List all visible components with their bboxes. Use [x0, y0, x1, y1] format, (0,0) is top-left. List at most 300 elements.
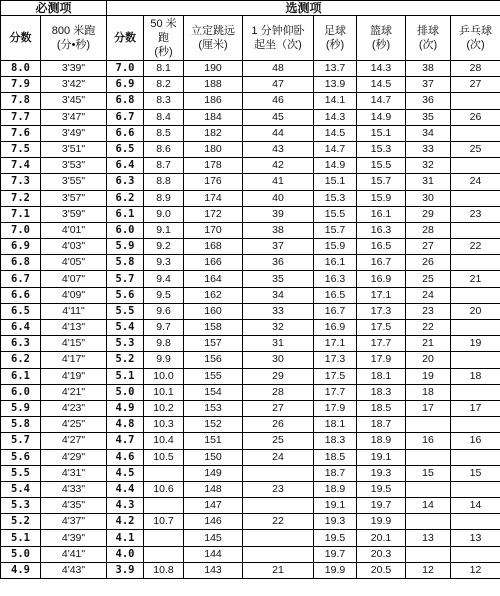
cell-score1: 5.0: [1, 546, 41, 562]
cell-800m-time: 4'31": [41, 465, 107, 481]
cell-situp-count: 32: [243, 320, 314, 336]
cell-jump-distance: 146: [184, 514, 243, 530]
cell-800m-time: 3'42": [41, 77, 107, 93]
cell-basketball-time: 17.5: [357, 320, 406, 336]
cell-score1: 7.2: [1, 190, 41, 206]
cell-football-time: 14.1: [314, 93, 357, 109]
cell-basketball-time: 19.5: [357, 481, 406, 497]
cell-score1: 7.8: [1, 93, 41, 109]
cell-800m-time: 4'05": [41, 255, 107, 271]
cell-football-time: 15.7: [314, 222, 357, 238]
cell-800m-time: 4'33": [41, 481, 107, 497]
cell-jump-distance: 162: [184, 287, 243, 303]
cell-jump-distance: 184: [184, 109, 243, 125]
table-row: [1, 481, 500, 497]
table-body: [1, 61, 500, 579]
cell-volleyball-count: 38: [406, 61, 451, 77]
cell-50m-time: 9.8: [144, 336, 184, 352]
cell-pingpong-count: 25: [451, 141, 500, 157]
cell-volleyball-count: 32: [406, 158, 451, 174]
table-row: [1, 352, 500, 368]
cell-50m-time: 10.8: [144, 562, 184, 578]
cell-800m-time: 3'47": [41, 109, 107, 125]
cell-score1: 7.0: [1, 222, 41, 238]
cell-jump-distance: 148: [184, 481, 243, 497]
cell-situp-count: 21: [243, 562, 314, 578]
table-row: [1, 174, 500, 190]
cell-situp-count: 41: [243, 174, 314, 190]
cell-jump-distance: 170: [184, 222, 243, 238]
cell-volleyball-count: [406, 546, 451, 562]
column-header-row: [1, 16, 500, 61]
cell-volleyball-count: 34: [406, 125, 451, 141]
cell-jump-distance: 164: [184, 271, 243, 287]
cell-pingpong-count: 12: [451, 562, 500, 578]
cell-score1: 6.2: [1, 352, 41, 368]
cell-score2: 6.0: [107, 222, 144, 238]
cell-score1: 5.3: [1, 498, 41, 514]
table-row: [1, 222, 500, 238]
table-row: [1, 61, 500, 77]
cell-situp-count: 26: [243, 417, 314, 433]
cell-pingpong-count: [451, 125, 500, 141]
cell-50m-time: 8.2: [144, 77, 184, 93]
cell-jump-distance: 168: [184, 239, 243, 255]
cell-score1: 5.5: [1, 465, 41, 481]
cell-basketball-time: 18.9: [357, 433, 406, 449]
cell-jump-distance: 190: [184, 61, 243, 77]
cell-50m-time: 8.7: [144, 158, 184, 174]
cell-800m-time: 4'03": [41, 239, 107, 255]
cell-800m-time: 4'13": [41, 320, 107, 336]
cell-football-time: 17.9: [314, 400, 357, 416]
cell-score1: 5.2: [1, 514, 41, 530]
cell-football-time: 17.7: [314, 384, 357, 400]
cell-score1: 6.8: [1, 255, 41, 271]
cell-jump-distance: 143: [184, 562, 243, 578]
cell-score2: 5.6: [107, 287, 144, 303]
table-row: [1, 384, 500, 400]
cell-800m-time: 4'35": [41, 498, 107, 514]
cell-pingpong-count: [451, 287, 500, 303]
cell-basketball-time: 19.1: [357, 449, 406, 465]
cell-800m-time: 3'55": [41, 174, 107, 190]
cell-score2: 4.1: [107, 530, 144, 546]
cell-50m-time: 8.4: [144, 109, 184, 125]
cell-football-time: 18.3: [314, 433, 357, 449]
cell-pingpong-count: [451, 417, 500, 433]
cell-jump-distance: 147: [184, 498, 243, 514]
table-row: [1, 239, 500, 255]
cell-football-time: 19.5: [314, 530, 357, 546]
cell-basketball-time: 14.5: [357, 77, 406, 93]
cell-50m-time: 9.9: [144, 352, 184, 368]
cell-situp-count: 47: [243, 77, 314, 93]
cell-score2: 6.9: [107, 77, 144, 93]
cell-score2: 7.0: [107, 61, 144, 77]
cell-football-time: 19.9: [314, 562, 357, 578]
cell-score1: 7.3: [1, 174, 41, 190]
cell-volleyball-count: 22: [406, 320, 451, 336]
col-800m-header: 800 米跑 (分•秒): [41, 16, 107, 61]
cell-situp-count: 44: [243, 125, 314, 141]
cell-pingpong-count: [451, 222, 500, 238]
cell-volleyball-count: 37: [406, 77, 451, 93]
cell-jump-distance: 156: [184, 352, 243, 368]
cell-basketball-time: 19.9: [357, 514, 406, 530]
table-row: [1, 336, 500, 352]
cell-800m-time: 4'23": [41, 400, 107, 416]
cell-pingpong-count: 16: [451, 433, 500, 449]
cell-800m-time: 3'59": [41, 206, 107, 222]
cell-volleyball-count: 16: [406, 433, 451, 449]
cell-volleyball-count: 15: [406, 465, 451, 481]
cell-basketball-time: 18.5: [357, 400, 406, 416]
cell-basketball-time: 15.9: [357, 190, 406, 206]
cell-volleyball-count: 36: [406, 93, 451, 109]
table-row: [1, 77, 500, 93]
cell-score1: 6.5: [1, 303, 41, 319]
cell-50m-time: 8.5: [144, 125, 184, 141]
cell-800m-time: 4'17": [41, 352, 107, 368]
cell-50m-time: 10.5: [144, 449, 184, 465]
cell-score2: 6.1: [107, 206, 144, 222]
cell-score2: 5.9: [107, 239, 144, 255]
table-row: [1, 190, 500, 206]
cell-basketball-time: 20.1: [357, 530, 406, 546]
table-row: [1, 303, 500, 319]
cell-basketball-time: 20.3: [357, 546, 406, 562]
cell-800m-time: 4'29": [41, 449, 107, 465]
cell-situp-count: 23: [243, 481, 314, 497]
table-row: [1, 498, 500, 514]
cell-football-time: 15.3: [314, 190, 357, 206]
cell-800m-time: 4'11": [41, 303, 107, 319]
cell-score2: 6.5: [107, 141, 144, 157]
table-row: [1, 449, 500, 465]
cell-50m-time: [144, 465, 184, 481]
cell-volleyball-count: 24: [406, 287, 451, 303]
cell-50m-time: 10.7: [144, 514, 184, 530]
cell-800m-time: 3'53": [41, 158, 107, 174]
col-jump-header: 立定跳远 (厘米): [184, 16, 243, 61]
cell-800m-time: 3'45": [41, 93, 107, 109]
cell-pingpong-count: 15: [451, 465, 500, 481]
cell-situp-count: [243, 530, 314, 546]
cell-pingpong-count: [451, 93, 500, 109]
cell-football-time: 17.3: [314, 352, 357, 368]
cell-situp-count: 27: [243, 400, 314, 416]
cell-basketball-time: 15.7: [357, 174, 406, 190]
cell-situp-count: 25: [243, 433, 314, 449]
cell-basketball-time: 15.5: [357, 158, 406, 174]
cell-50m-time: 8.6: [144, 141, 184, 157]
cell-50m-time: 9.5: [144, 287, 184, 303]
cell-pingpong-count: 28: [451, 61, 500, 77]
cell-jump-distance: 152: [184, 417, 243, 433]
cell-volleyball-count: 30: [406, 190, 451, 206]
cell-50m-time: 8.3: [144, 93, 184, 109]
cell-50m-time: [144, 530, 184, 546]
cell-50m-time: 8.8: [144, 174, 184, 190]
cell-score2: 5.8: [107, 255, 144, 271]
cell-football-time: 19.3: [314, 514, 357, 530]
cell-basketball-time: 16.7: [357, 255, 406, 271]
cell-situp-count: 36: [243, 255, 314, 271]
cell-jump-distance: 174: [184, 190, 243, 206]
cell-50m-time: 9.2: [144, 239, 184, 255]
cell-volleyball-count: 25: [406, 271, 451, 287]
cell-basketball-time: 19.7: [357, 498, 406, 514]
cell-50m-time: 10.2: [144, 400, 184, 416]
cell-pingpong-count: [451, 190, 500, 206]
table-row: [1, 368, 500, 384]
cell-800m-time: 4'09": [41, 287, 107, 303]
cell-score2: 6.3: [107, 174, 144, 190]
cell-score2: 4.5: [107, 465, 144, 481]
table-row: [1, 93, 500, 109]
cell-score2: 4.4: [107, 481, 144, 497]
cell-pingpong-count: 26: [451, 109, 500, 125]
cell-score2: 5.1: [107, 368, 144, 384]
col-football-header: 足球 (秒): [314, 16, 357, 61]
cell-situp-count: 31: [243, 336, 314, 352]
table-row: [1, 530, 500, 546]
cell-800m-time: 3'57": [41, 190, 107, 206]
cell-volleyball-count: 19: [406, 368, 451, 384]
cell-basketball-time: 17.3: [357, 303, 406, 319]
cell-score1: 7.7: [1, 109, 41, 125]
table-row: [1, 109, 500, 125]
cell-situp-count: 43: [243, 141, 314, 157]
cell-basketball-time: 19.3: [357, 465, 406, 481]
cell-score1: 5.8: [1, 417, 41, 433]
cell-pingpong-count: 19: [451, 336, 500, 352]
cell-football-time: 17.1: [314, 336, 357, 352]
table-row: [1, 320, 500, 336]
cell-basketball-time: 14.3: [357, 61, 406, 77]
cell-score2: 5.0: [107, 384, 144, 400]
cell-800m-time: 4'19": [41, 368, 107, 384]
cell-football-time: 13.9: [314, 77, 357, 93]
cell-score1: 8.0: [1, 61, 41, 77]
cell-situp-count: 24: [243, 449, 314, 465]
cell-pingpong-count: 13: [451, 530, 500, 546]
cell-situp-count: 40: [243, 190, 314, 206]
cell-pingpong-count: [451, 546, 500, 562]
cell-jump-distance: 180: [184, 141, 243, 157]
cell-jump-distance: 186: [184, 93, 243, 109]
cell-score1: 5.6: [1, 449, 41, 465]
cell-basketball-time: 14.9: [357, 109, 406, 125]
cell-football-time: 16.3: [314, 271, 357, 287]
cell-football-time: 18.5: [314, 449, 357, 465]
cell-football-time: 16.5: [314, 287, 357, 303]
cell-basketball-time: 14.7: [357, 93, 406, 109]
cell-score2: 5.3: [107, 336, 144, 352]
cell-situp-count: 45: [243, 109, 314, 125]
cell-800m-time: 4'25": [41, 417, 107, 433]
table-row: [1, 562, 500, 578]
cell-score1: 6.3: [1, 336, 41, 352]
cell-800m-time: 4'43": [41, 562, 107, 578]
cell-50m-time: 8.1: [144, 61, 184, 77]
cell-situp-count: 30: [243, 352, 314, 368]
cell-volleyball-count: 29: [406, 206, 451, 222]
cell-score2: 5.4: [107, 320, 144, 336]
cell-jump-distance: 151: [184, 433, 243, 449]
cell-football-time: 19.1: [314, 498, 357, 514]
cell-situp-count: 28: [243, 384, 314, 400]
cell-score2: 5.5: [107, 303, 144, 319]
cell-800m-time: 4'41": [41, 546, 107, 562]
group-header-row: [1, 1, 500, 16]
cell-jump-distance: 172: [184, 206, 243, 222]
cell-basketball-time: 16.9: [357, 271, 406, 287]
cell-score2: 5.2: [107, 352, 144, 368]
cell-football-time: 18.1: [314, 417, 357, 433]
cell-score1: 7.6: [1, 125, 41, 141]
table-row: [1, 465, 500, 481]
cell-50m-time: [144, 498, 184, 514]
cell-pingpong-count: 27: [451, 77, 500, 93]
cell-50m-time: [144, 546, 184, 562]
cell-800m-time: 3'49": [41, 125, 107, 141]
cell-volleyball-count: 13: [406, 530, 451, 546]
cell-score2: 4.7: [107, 433, 144, 449]
cell-50m-time: 9.4: [144, 271, 184, 287]
cell-50m-time: 8.9: [144, 190, 184, 206]
cell-score1: 5.7: [1, 433, 41, 449]
table-row: [1, 141, 500, 157]
cell-situp-count: 37: [243, 239, 314, 255]
cell-volleyball-count: 31: [406, 174, 451, 190]
cell-situp-count: 46: [243, 93, 314, 109]
cell-pingpong-count: 17: [451, 400, 500, 416]
cell-jump-distance: 178: [184, 158, 243, 174]
cell-basketball-time: 17.9: [357, 352, 406, 368]
cell-situp-count: 35: [243, 271, 314, 287]
cell-pingpong-count: [451, 449, 500, 465]
cell-basketball-time: 18.1: [357, 368, 406, 384]
cell-50m-time: 10.0: [144, 368, 184, 384]
cell-800m-time: 4'27": [41, 433, 107, 449]
col-50m-header: 50 米 跑 (秒): [144, 16, 184, 61]
table-row: [1, 125, 500, 141]
cell-50m-time: 10.6: [144, 481, 184, 497]
cell-situp-count: 29: [243, 368, 314, 384]
table-row: [1, 400, 500, 416]
cell-800m-time: 4'21": [41, 384, 107, 400]
cell-score2: 6.8: [107, 93, 144, 109]
cell-score1: 5.1: [1, 530, 41, 546]
cell-score2: 4.9: [107, 400, 144, 416]
cell-score1: 7.1: [1, 206, 41, 222]
cell-50m-time: 9.3: [144, 255, 184, 271]
cell-50m-time: 9.6: [144, 303, 184, 319]
cell-football-time: 18.9: [314, 481, 357, 497]
cell-pingpong-count: 21: [451, 271, 500, 287]
cell-800m-time: 4'37": [41, 514, 107, 530]
cell-basketball-time: 16.5: [357, 239, 406, 255]
cell-situp-count: 22: [243, 514, 314, 530]
cell-score1: 6.4: [1, 320, 41, 336]
cell-50m-time: 10.1: [144, 384, 184, 400]
cell-jump-distance: 158: [184, 320, 243, 336]
cell-score1: 6.9: [1, 239, 41, 255]
cell-score2: 6.2: [107, 190, 144, 206]
cell-pingpong-count: 20: [451, 303, 500, 319]
table-row: [1, 206, 500, 222]
col-score2-header: 分数: [107, 16, 144, 61]
cell-football-time: 18.7: [314, 465, 357, 481]
cell-score1: 7.5: [1, 141, 41, 157]
cell-jump-distance: 154: [184, 384, 243, 400]
table-row: [1, 271, 500, 287]
cell-basketball-time: 17.7: [357, 336, 406, 352]
cell-pingpong-count: [451, 481, 500, 497]
cell-pingpong-count: 18: [451, 368, 500, 384]
cell-800m-time: 4'07": [41, 271, 107, 287]
col-pingpong-header: 乒乓球 (次): [451, 16, 500, 61]
cell-basketball-time: 20.5: [357, 562, 406, 578]
table-row: [1, 546, 500, 562]
cell-football-time: 15.5: [314, 206, 357, 222]
cell-football-time: 15.9: [314, 239, 357, 255]
cell-football-time: 14.3: [314, 109, 357, 125]
cell-score1: 7.4: [1, 158, 41, 174]
cell-50m-time: 10.4: [144, 433, 184, 449]
table-row: [1, 287, 500, 303]
cell-volleyball-count: 26: [406, 255, 451, 271]
cell-basketball-time: 16.1: [357, 206, 406, 222]
cell-volleyball-count: [406, 481, 451, 497]
table-row: [1, 417, 500, 433]
cell-situp-count: 33: [243, 303, 314, 319]
cell-score2: 6.4: [107, 158, 144, 174]
cell-volleyball-count: 28: [406, 222, 451, 238]
cell-situp-count: 48: [243, 61, 314, 77]
cell-volleyball-count: 14: [406, 498, 451, 514]
cell-football-time: 14.9: [314, 158, 357, 174]
cell-pingpong-count: [451, 352, 500, 368]
cell-pingpong-count: 24: [451, 174, 500, 190]
cell-score2: 4.8: [107, 417, 144, 433]
cell-jump-distance: 150: [184, 449, 243, 465]
cell-50m-time: 10.3: [144, 417, 184, 433]
col-volleyball-header: 排球 (次): [406, 16, 451, 61]
table-row: [1, 158, 500, 174]
cell-score2: 4.0: [107, 546, 144, 562]
cell-basketball-time: 16.3: [357, 222, 406, 238]
group-required-header: 必测项: [1, 1, 107, 16]
cell-football-time: 14.5: [314, 125, 357, 141]
cell-score1: 6.0: [1, 384, 41, 400]
cell-volleyball-count: 33: [406, 141, 451, 157]
cell-football-time: 13.7: [314, 61, 357, 77]
cell-basketball-time: 15.1: [357, 125, 406, 141]
cell-football-time: 15.1: [314, 174, 357, 190]
cell-score2: 5.7: [107, 271, 144, 287]
cell-jump-distance: 160: [184, 303, 243, 319]
cell-pingpong-count: 14: [451, 498, 500, 514]
cell-volleyball-count: [406, 449, 451, 465]
cell-volleyball-count: 12: [406, 562, 451, 578]
cell-situp-count: [243, 498, 314, 514]
cell-800m-time: 3'51": [41, 141, 107, 157]
cell-situp-count: 39: [243, 206, 314, 222]
cell-jump-distance: 145: [184, 530, 243, 546]
